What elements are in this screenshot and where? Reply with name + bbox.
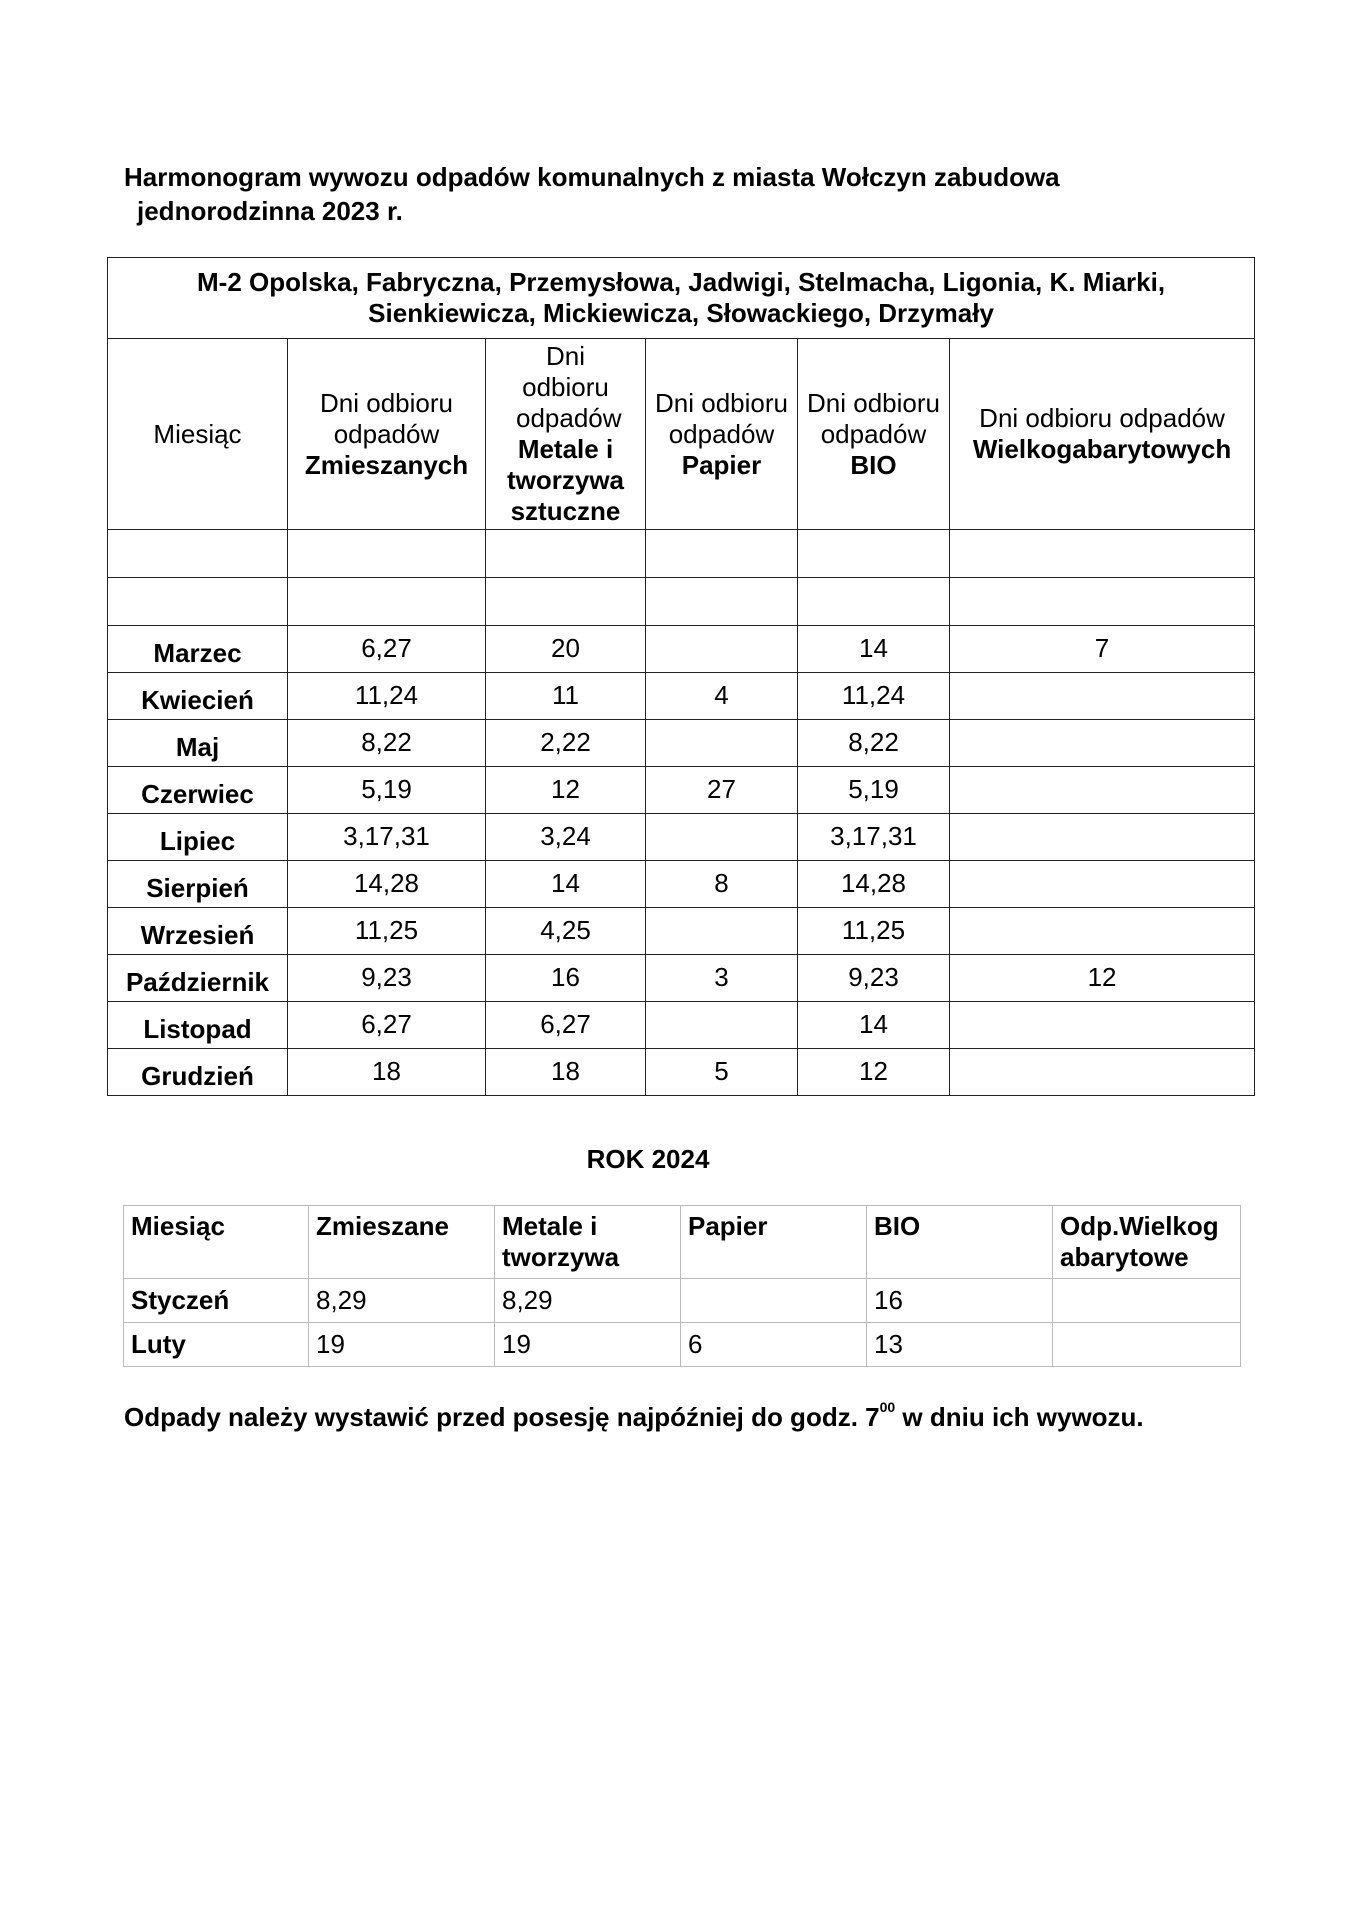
bio-cell: 14,28: [798, 861, 950, 908]
mixed-cell: 18: [288, 1049, 486, 1096]
streets-cell: [108, 258, 1255, 339]
header-row: [124, 1206, 1241, 1279]
bio-cell: 5,19: [798, 767, 950, 814]
mixed-cell: 11,24: [288, 673, 486, 720]
mixed-cell: 8,29: [309, 1279, 495, 1323]
paper-cell: 6: [681, 1323, 867, 1367]
month-cell: Czerwiec: [108, 767, 288, 814]
bulky-cell: [950, 767, 1255, 814]
header-mixed-pre: Dni odbioru odpadów: [320, 387, 453, 449]
paper-cell: [646, 908, 798, 955]
header-metal-pre: Dni odbioru odpadów: [516, 341, 622, 433]
bulky-cell: 12: [950, 955, 1255, 1002]
title-line-2: jednorodzinna 2023 r.: [137, 196, 403, 226]
document-title: [124, 160, 1124, 228]
paper-cell: 8: [646, 861, 798, 908]
paper-cell: 4: [646, 673, 798, 720]
header-paper: [646, 339, 798, 530]
month-cell: Październik: [108, 955, 288, 1002]
title-line-1: Harmonogram wywozu odpadów komunalnych z miasta Wołczyn zabudowa: [124, 162, 1060, 192]
header-bulky-pre: Dni odbioru odpadów: [979, 403, 1225, 433]
bulky-cell: [950, 814, 1255, 861]
table-row: [108, 814, 1255, 861]
table-row: [108, 626, 1255, 673]
paper-cell: [681, 1279, 867, 1323]
bio-cell: 13: [867, 1323, 1053, 1367]
header-cell: BIO: [867, 1206, 1053, 1279]
month-cell: Marzec: [108, 626, 288, 673]
header-paper-bold: Papier: [681, 449, 762, 480]
note-sup: 00: [879, 1399, 896, 1416]
header-bulky: [950, 339, 1255, 530]
metal-cell: 8,29: [495, 1279, 681, 1323]
mixed-cell: 9,23: [288, 955, 486, 1002]
footer-note: [124, 1399, 1274, 1433]
bulky-cell: [950, 1049, 1255, 1096]
bio-cell: 16: [867, 1279, 1053, 1323]
month-cell: Wrzesień: [108, 908, 288, 955]
month-cell: Luty: [124, 1323, 309, 1367]
table-row: [108, 955, 1255, 1002]
bio-cell: 14: [798, 626, 950, 673]
schedule-table-2024: [123, 1205, 1241, 1367]
metal-cell: 2,22: [486, 720, 646, 767]
paper-cell: [646, 814, 798, 861]
metal-cell: 3,24: [486, 814, 646, 861]
header-metal-bold: Metale i tworzywa sztuczne: [506, 434, 625, 526]
mixed-cell: 11,25: [288, 908, 486, 955]
schedule-table-2023: [107, 257, 1255, 1096]
header-mixed: [288, 339, 486, 530]
mixed-cell: 6,27: [288, 626, 486, 673]
blank-row: [108, 530, 1255, 578]
bulky-cell: [950, 861, 1255, 908]
header-month: Miesiąc: [108, 339, 288, 530]
paper-cell: [646, 720, 798, 767]
metal-cell: 19: [495, 1323, 681, 1367]
mixed-cell: 3,17,31: [288, 814, 486, 861]
table-row: [108, 1002, 1255, 1049]
blank-row: [108, 578, 1255, 626]
table-row: [108, 720, 1255, 767]
header-bio: [798, 339, 950, 530]
metal-cell: 6,27: [486, 1002, 646, 1049]
bio-cell: 12: [798, 1049, 950, 1096]
table-row: [108, 767, 1255, 814]
mixed-cell: 5,19: [288, 767, 486, 814]
month-cell: Listopad: [108, 1002, 288, 1049]
bulky-cell: [950, 908, 1255, 955]
metal-cell: 20: [486, 626, 646, 673]
table-row: [124, 1323, 1241, 1367]
mixed-cell: 19: [309, 1323, 495, 1367]
header-bio-bold: BIO: [850, 449, 897, 480]
year-2024-heading: ROK 2024: [586, 1144, 710, 1174]
bio-cell: 9,23: [798, 955, 950, 1002]
month-cell: Styczeń: [124, 1279, 309, 1323]
header-bulky-bold: Wielkogabarytowych: [972, 434, 1232, 464]
table-row: [124, 1279, 1241, 1323]
table-row: [108, 861, 1255, 908]
header-mixed-bold: Zmieszanych: [304, 449, 469, 480]
table-row: [108, 1049, 1255, 1096]
header-metal: [486, 339, 646, 530]
table-row: [108, 908, 1255, 955]
mixed-cell: 6,27: [288, 1002, 486, 1049]
bulky-cell: [950, 1002, 1255, 1049]
paper-cell: 3: [646, 955, 798, 1002]
metal-cell: 18: [486, 1049, 646, 1096]
note-text-after: w dniu ich wywozu.: [895, 1402, 1144, 1432]
bulky-cell: [950, 720, 1255, 767]
streets-line-1: M-2 Opolska, Fabryczna, Przemysłowa, Jadwigi, Stelmacha, Ligonia, K. Miarki,: [197, 267, 1166, 297]
mixed-cell: 8,22: [288, 720, 486, 767]
header-cell: Papier: [681, 1206, 867, 1279]
metal-cell: 16: [486, 955, 646, 1002]
header-bio-pre: Dni odbioru odpadów: [807, 387, 940, 449]
bulky-cell: [950, 673, 1255, 720]
header-paper-pre: Dni odbioru odpadów: [655, 387, 788, 449]
bio-cell: 11,25: [798, 908, 950, 955]
header-cell: Miesiąc: [124, 1206, 309, 1279]
month-cell: Kwiecień: [108, 673, 288, 720]
month-cell: Maj: [108, 720, 288, 767]
bio-cell: 3,17,31: [798, 814, 950, 861]
bulky-cell: [1053, 1323, 1241, 1367]
month-cell: Grudzień: [108, 1049, 288, 1096]
metal-cell: 11: [486, 673, 646, 720]
month-cell: Lipiec: [108, 814, 288, 861]
mixed-cell: 14,28: [288, 861, 486, 908]
bio-cell: 11,24: [798, 673, 950, 720]
note-text: Odpady należy wystawić przed posesję najpóźniej do godz. 7: [124, 1402, 880, 1432]
metal-cell: 4,25: [486, 908, 646, 955]
header-cell: Odp.Wielkog abarytowe: [1053, 1206, 1241, 1279]
streets-line-2: Sienkiewicza, Mickiewicza, Słowackiego, Drzymały: [368, 298, 994, 328]
paper-cell: [646, 1002, 798, 1049]
bulky-cell: [1053, 1279, 1241, 1323]
bulky-cell: 7: [950, 626, 1255, 673]
table-row: [108, 673, 1255, 720]
metal-cell: 14: [486, 861, 646, 908]
paper-cell: [646, 626, 798, 673]
month-cell: Sierpień: [108, 861, 288, 908]
paper-cell: 27: [646, 767, 798, 814]
bio-cell: 8,22: [798, 720, 950, 767]
metal-cell: 12: [486, 767, 646, 814]
header-cell: Metale i tworzywa: [495, 1206, 681, 1279]
header-cell: Zmieszane: [309, 1206, 495, 1279]
bio-cell: 14: [798, 1002, 950, 1049]
paper-cell: 5: [646, 1049, 798, 1096]
